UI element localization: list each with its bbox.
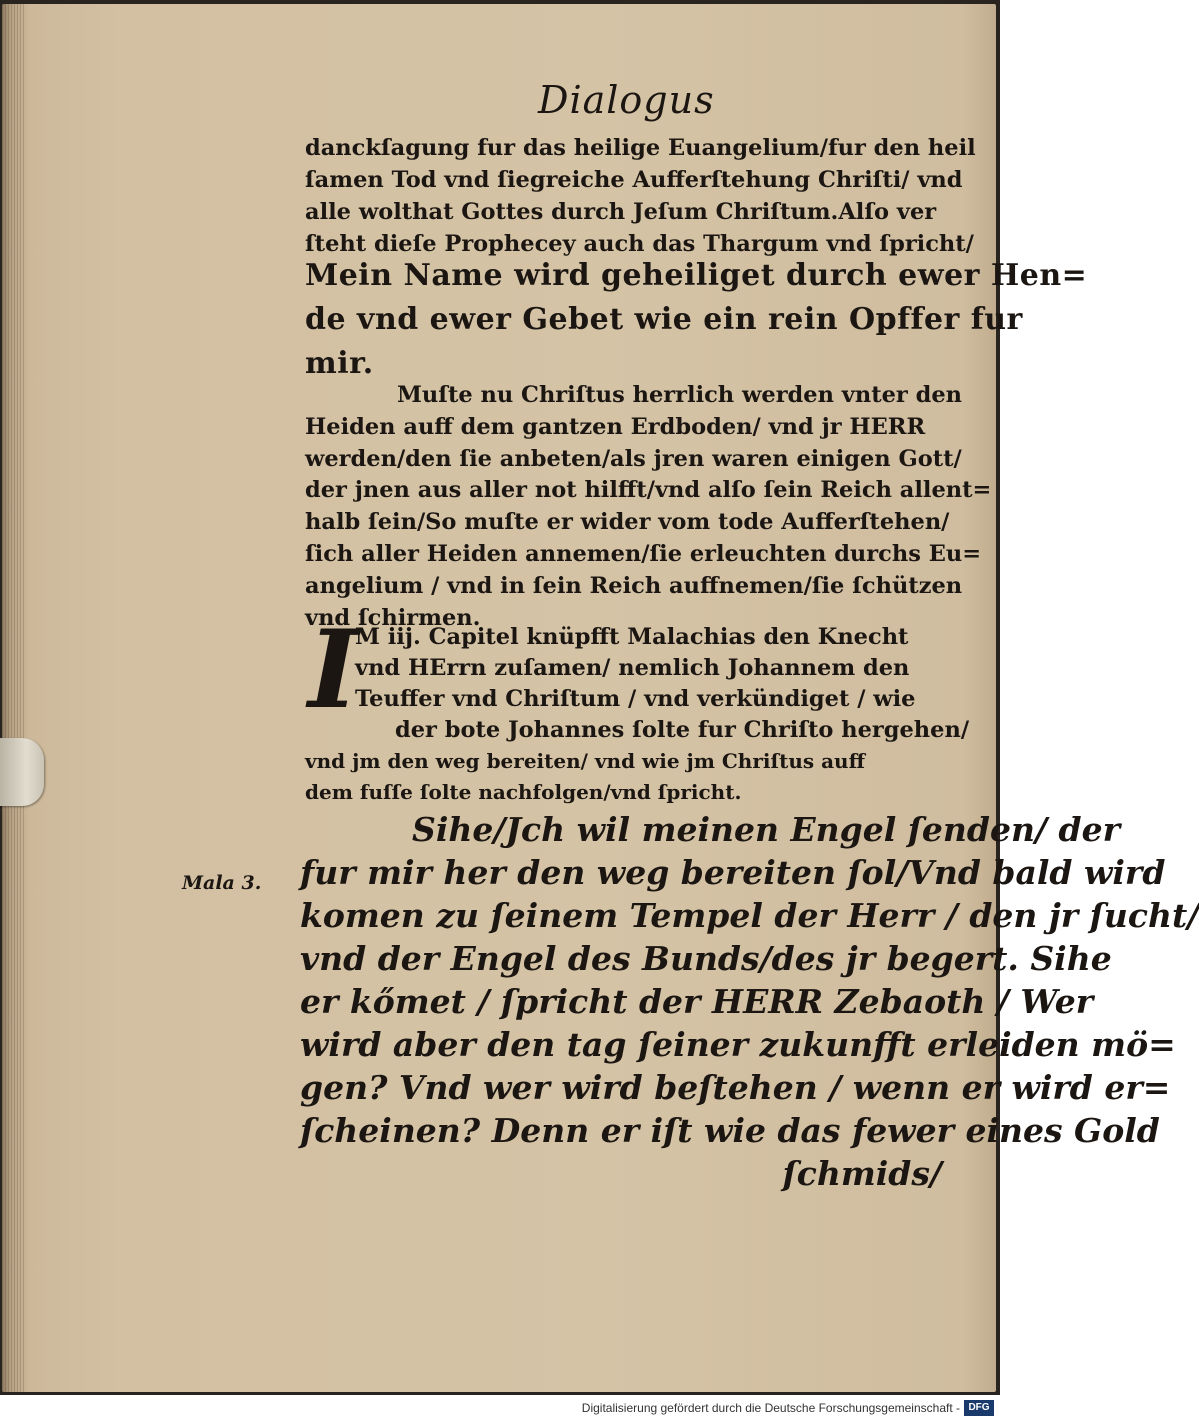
text-block-paragraph xyxy=(305,380,992,634)
text-line: Muſte nu Chriſtus herrlich werden vnter den xyxy=(397,382,963,408)
text-line: danckſagung fur das heilige Euangelium/fur den heil xyxy=(305,135,976,161)
text-line: werden/den ſie anbeten/als jren waren einigen Gott/ xyxy=(305,445,962,472)
text-line: halb ſein/So muſte er wider vom tode Aufferſtehen/ xyxy=(305,509,950,536)
text-line: vnd ſchirmen. xyxy=(305,604,481,631)
decorated-initial: I xyxy=(308,607,359,733)
text-line: der jnen aus aller not hilfft/vnd alſo ſein Reich allent= xyxy=(305,477,992,504)
text-line: ſich aller Heiden annemen/ſie erleuchten durchs Eu= xyxy=(305,540,982,567)
text-line: Teuffer vnd Chriſtum / vnd verkündiget / wie xyxy=(355,686,916,712)
text-line: wird aber den tag ſeiner zukunfft erleiden mö= xyxy=(300,1025,1176,1064)
text-line: de vnd ewer Gebet wie ein rein Opffer fur xyxy=(305,302,1023,337)
text-block-quote-large xyxy=(305,254,1088,386)
text-line: er kőmet / ſpricht der HERR Zebaoth / Wer xyxy=(300,982,1094,1021)
text-line: dem fuſſe ſolte nachfolgen/vnd ſpricht. xyxy=(305,780,742,804)
text-line: fur mir her den weg bereiten ſol/Vnd bald wird xyxy=(300,853,1166,892)
text-line: vnd der Engel des Bunds/des jr begert. Sihe xyxy=(300,939,1112,978)
running-head: Dialogus xyxy=(538,78,715,122)
text-line: Sihe/Jch wil meinen Engel ſenden/ der xyxy=(412,810,1120,849)
text-line: Heiden auff dem gantzen Erdboden/ vnd jr HERR xyxy=(305,413,926,440)
text-line: komen zu ſeinem Tempel der Herr / den jr ſucht/ xyxy=(300,896,1199,935)
page-edge-stack xyxy=(2,4,24,1392)
footer-bar xyxy=(0,1395,1000,1423)
text-line: gen? Vnd wer wird beſtehen / wenn er wird er= xyxy=(300,1068,1171,1107)
text-line: ſchmids/ xyxy=(782,1154,942,1193)
text-line: ſcheinen? Denn er iſt wie das fewer eines Gold xyxy=(300,1111,1160,1150)
text-line: ſteht dieſe Prophecey auch das Thargum vnd ſpricht/ xyxy=(305,231,974,257)
text-line: M iij. Capitel knüpfft Malachias den Knecht xyxy=(355,624,909,650)
text-line: Mein Name wird geheiliget durch ewer Hen= xyxy=(305,258,1088,293)
text-line: alle wolthat Gottes durch Jeſum Chriſtum.Alſo ver xyxy=(305,199,937,225)
margin-note: Mala 3. xyxy=(182,872,262,894)
dfg-logo: DFG xyxy=(964,1400,994,1416)
text-block-1 xyxy=(305,132,976,260)
text-line: vnd jm den weg bereiten/ vnd wie jm Chriſtus auff xyxy=(305,749,865,773)
text-line: angelium / vnd in ſein Reich auffnemen/ſie ſchützen xyxy=(305,572,963,599)
page-clip xyxy=(0,738,44,806)
text-block-scripture xyxy=(300,808,1199,1195)
footer-credit: Digitalisierung gefördert durch die Deutsche Forschungsgemeinschaft - xyxy=(581,1401,960,1415)
text-line: mir. xyxy=(305,346,374,381)
text-line: ſamen Tod vnd ſiegreiche Aufferſtehung Chriſti/ vnd xyxy=(305,167,963,193)
text-line: der bote Johannes ſolte fur Chriſto hergehen/ xyxy=(395,717,970,743)
text-line: vnd HErrn zuſamen/ nemlich Johannem den xyxy=(355,655,910,681)
